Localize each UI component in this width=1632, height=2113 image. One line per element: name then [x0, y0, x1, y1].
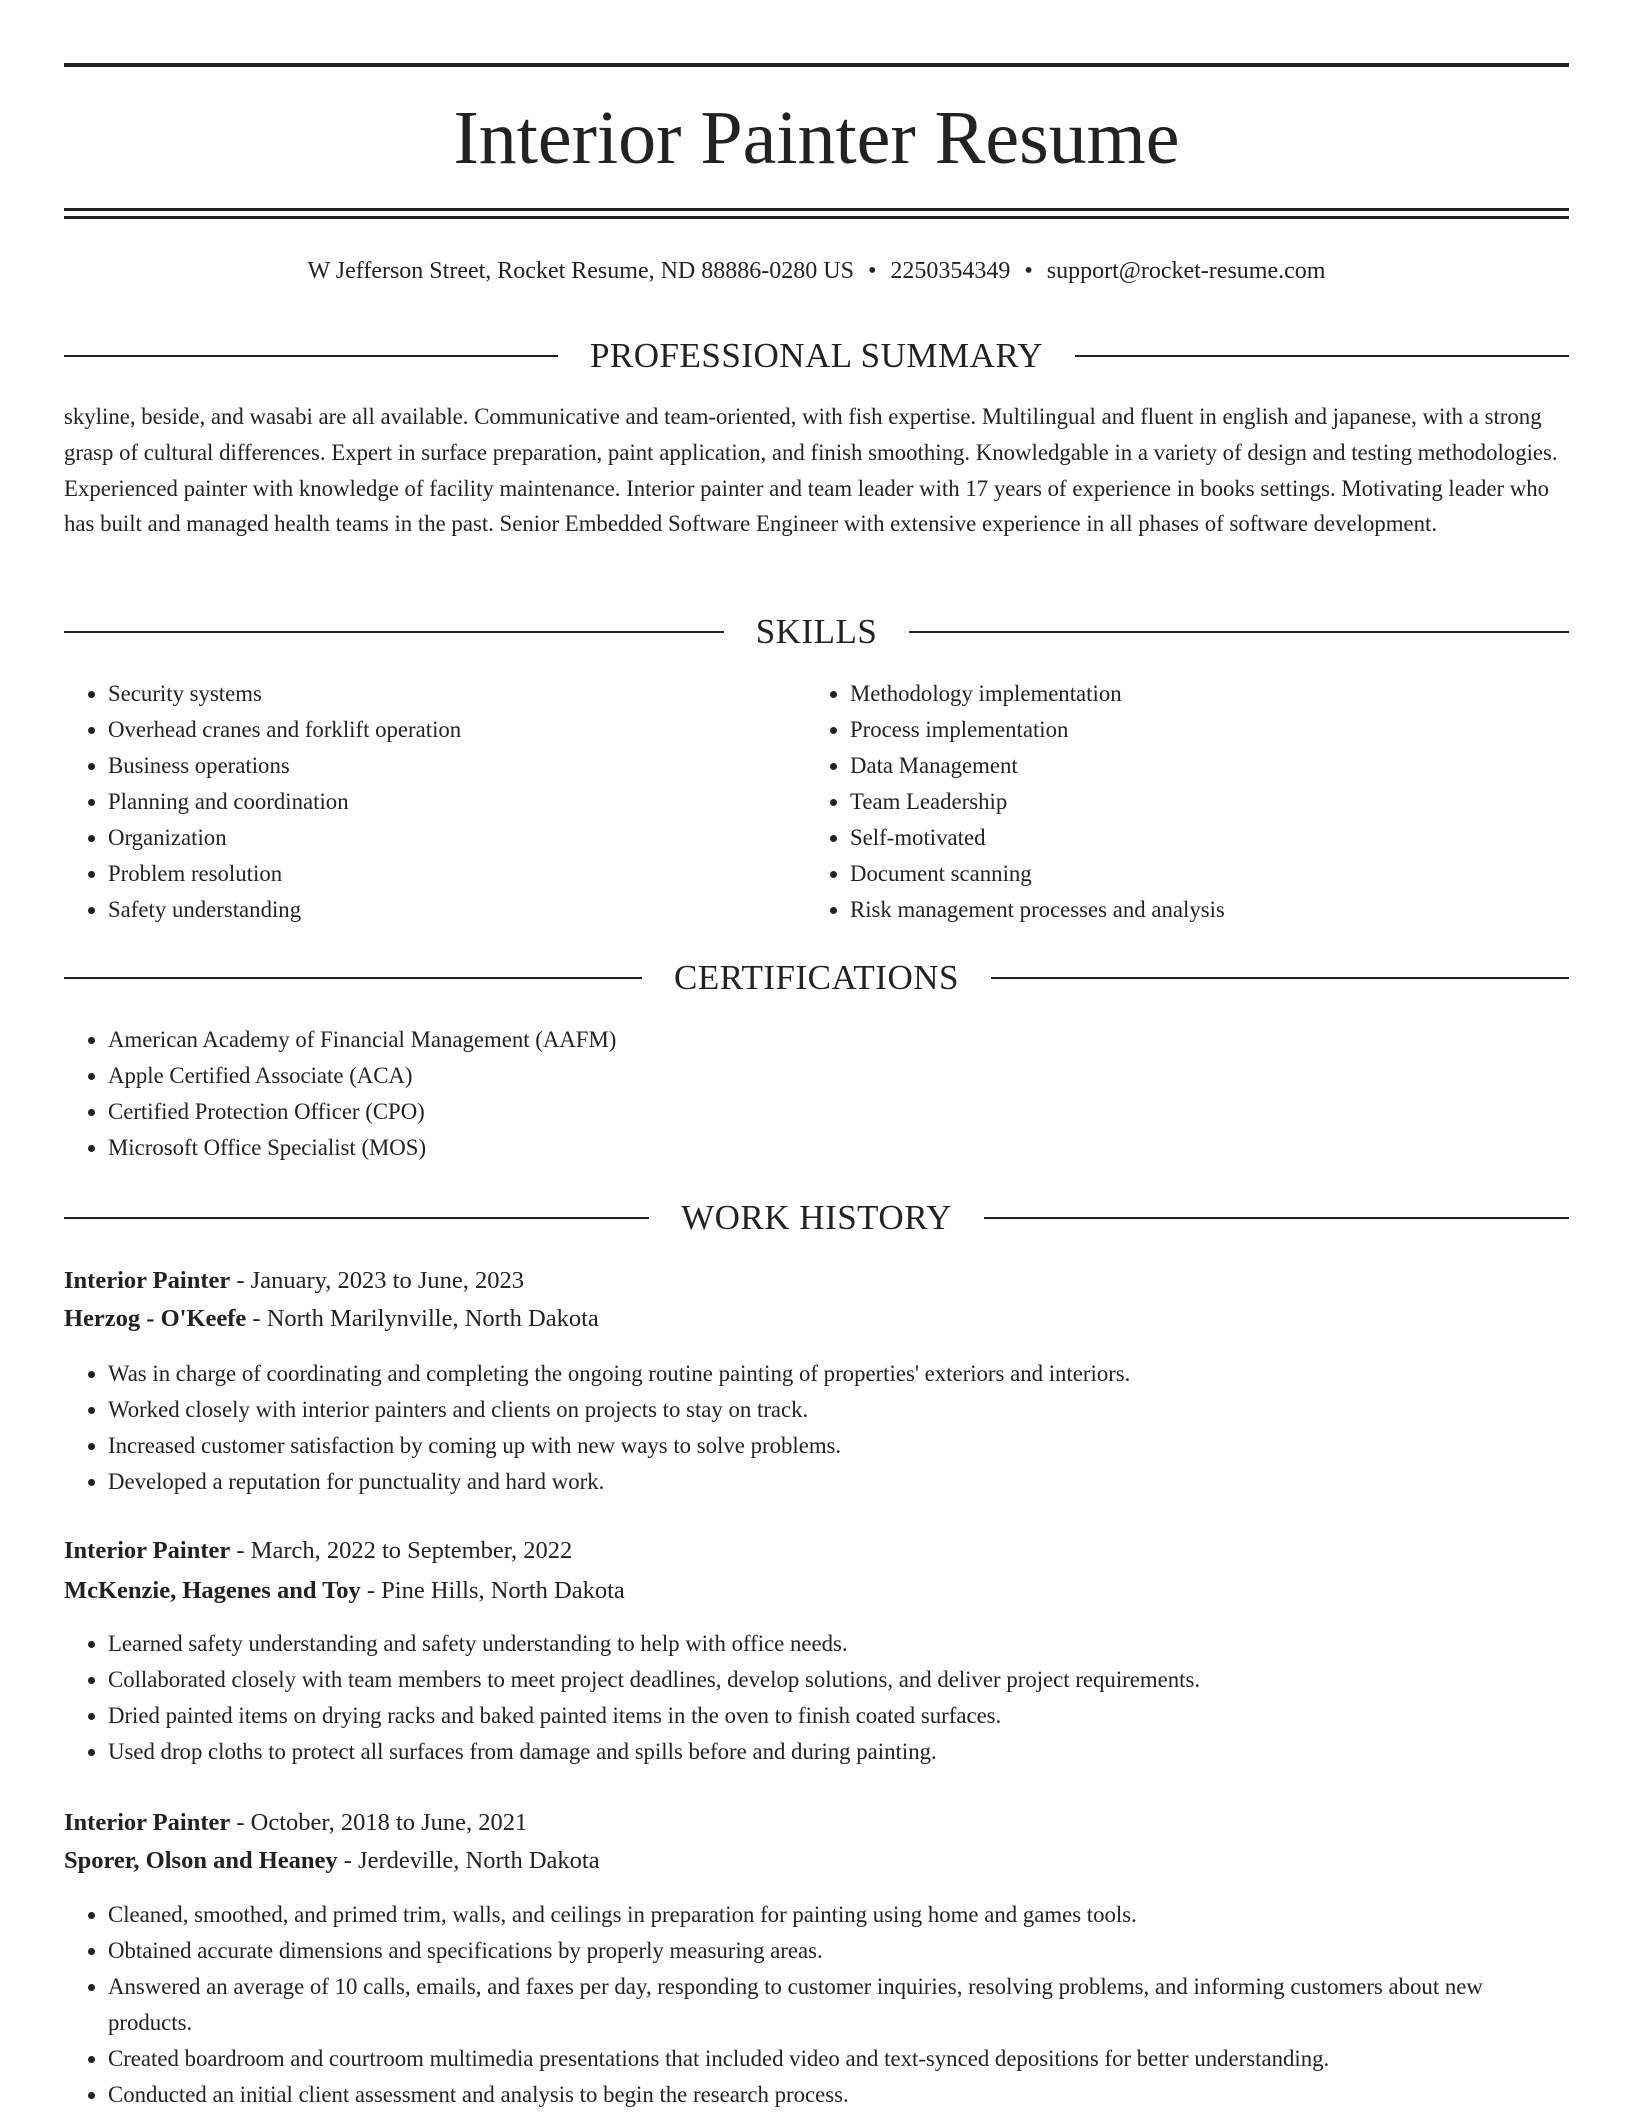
skill-item: • Team Leadership	[850, 784, 1550, 820]
work-history-heading	[64, 1196, 1569, 1240]
skill-item: • Process implementation	[850, 712, 1550, 748]
summary-heading	[64, 334, 1569, 378]
certification-item: • Certified Protection Officer (CPO)	[108, 1094, 1508, 1130]
heading-rule-right	[991, 977, 1569, 979]
job-dates: - March, 2022 to September, 2022	[236, 1537, 573, 1564]
skills-list-right	[806, 676, 1550, 928]
contact-separator: •	[1024, 258, 1033, 284]
skill-item: • Organization	[108, 820, 788, 856]
job-location: - Jerdeville, North Dakota	[343, 1847, 600, 1874]
job-location: - North Marilynville, North Dakota	[252, 1305, 599, 1332]
certifications-list	[64, 1022, 1508, 1166]
job-title-line	[64, 1532, 1569, 1570]
job-bullet: • Obtained accurate dimensions and specifications by properly measuring areas.	[108, 1933, 1568, 1969]
heading-rule-left	[64, 1217, 649, 1219]
certification-item: • Apple Certified Associate (ACA)	[108, 1058, 1508, 1094]
job-dates: - October, 2018 to June, 2021	[236, 1809, 528, 1836]
heading-rule-left	[64, 977, 642, 979]
job-title-line	[64, 1804, 1569, 1842]
certification-item: • American Academy of Financial Management (AAFM)	[108, 1022, 1508, 1058]
job-bullet: • Created boardroom and courtroom multimedia presentations that included video and text-synced depositions for better understanding.	[108, 2041, 1568, 2077]
job-title: Interior Painter	[64, 1809, 231, 1836]
contact-email: support@rocket-resume.com	[1046, 258, 1326, 284]
skills-list-left	[64, 676, 788, 928]
heading-rule-left	[64, 355, 558, 357]
contact-separator: •	[867, 258, 877, 284]
skill-item: • Business operations	[108, 748, 788, 784]
job-bullet: • Worked closely with interior painters and clients on projects to stay on track.	[108, 1392, 1568, 1428]
contact-address: W Jefferson Street, Rocket Resume, ND 88886-0280 US	[307, 258, 854, 284]
heading-rule-right	[1075, 355, 1569, 357]
skill-item: • Self-motivated	[850, 820, 1550, 856]
job-bullets	[64, 1897, 1568, 2113]
skill-item: • Document scanning	[850, 856, 1550, 892]
job-bullets	[64, 1356, 1568, 1500]
job-bullet: • Was in charge of coordinating and completing the ongoing routine painting of properties' exteriors and interiors.	[108, 1356, 1568, 1392]
job-bullet: • Increased customer satisfaction by coming up with new ways to solve problems.	[108, 1428, 1568, 1464]
skill-item: • Planning and coordination	[108, 784, 788, 820]
job-dates: - January, 2023 to June, 2023	[236, 1267, 524, 1294]
summary-text: skyline, beside, and wasabi are all available. Communicative and team-oriented, with fish expertise. Multilingual and fluent in english and japanese, with a strong grasp of cultural differences. Expert in surface preparation, paint application, and finish smoothing. Knowledgable in a variety of design and testing methodologies. Experienced painter with knowledge of facility maintenance. Interior painter and team leader with 17 years of experience in books settings. Motivating leader who has built and managed health teams in the past. Senior Embedded Software Engineer with extensive experience in all phases of software development.	[64, 404, 1558, 537]
contact-phone: 2250354349	[890, 258, 1011, 284]
job-company: McKenzie, Hagenes and Toy	[64, 1577, 361, 1604]
job-title: Interior Painter	[64, 1537, 231, 1564]
job-company: Herzog - O'Keefe	[64, 1305, 247, 1332]
job-bullet: • Cleaned, smoothed, and primed trim, walls, and ceilings in preparation for painting using home and games tools.	[108, 1897, 1568, 1933]
job-bullets	[64, 1626, 1568, 1770]
double-rule	[64, 208, 1569, 219]
contact-line	[64, 255, 1569, 287]
top-rule	[64, 63, 1569, 67]
skill-item: • Safety understanding	[108, 892, 788, 928]
page-title: Interior Painter Resume	[453, 96, 1180, 180]
job-bullet: • Learned safety understanding and safety understanding to help with office needs.	[108, 1626, 1568, 1662]
work-history-heading-label: WORK HISTORY	[681, 1198, 952, 1237]
job-location: - Pine Hills, North Dakota	[366, 1577, 625, 1604]
heading-rule-right	[984, 1217, 1569, 1219]
job-bullet: • Used drop cloths to protect all surfaces from damage and spills before and during painting.	[108, 1734, 1568, 1770]
heading-rule-right	[909, 631, 1569, 633]
certifications-heading	[64, 956, 1569, 1000]
skill-item: • Overhead cranes and forklift operation	[108, 712, 788, 748]
job-bullet: • Answered an average of 10 calls, emails, and faxes per day, responding to customer inquiries, resolving problems, and informing customers about new products.	[108, 1969, 1568, 2041]
job-title: Interior Painter	[64, 1267, 231, 1294]
job-company: Sporer, Olson and Heaney	[64, 1847, 338, 1874]
job-bullet: • Conducted an initial client assessment and analysis to begin the research process.	[108, 2077, 1568, 2113]
job-company-line	[64, 1842, 1569, 1880]
certifications-heading-label: CERTIFICATIONS	[674, 958, 959, 997]
job-title-line	[64, 1262, 1569, 1300]
job-company-line	[64, 1572, 1569, 1610]
skills-heading	[64, 610, 1569, 654]
skill-item: • Security systems	[108, 676, 788, 712]
job-bullet: • Developed a reputation for punctuality and hard work.	[108, 1464, 1568, 1500]
job-company-line	[64, 1300, 1569, 1338]
certification-item: • Microsoft Office Specialist (MOS)	[108, 1130, 1508, 1166]
skills-heading-label: SKILLS	[755, 612, 878, 651]
skill-item: • Risk management processes and analysis	[850, 892, 1550, 928]
heading-rule-left	[64, 631, 724, 633]
job-bullet: • Dried painted items on drying racks and baked painted items in the oven to finish coated surfaces.	[108, 1698, 1568, 1734]
job-bullet: • Collaborated closely with team members to meet project deadlines, develop solutions, and deliver project requirements.	[108, 1662, 1568, 1698]
summary-heading-label: PROFESSIONAL SUMMARY	[589, 336, 1044, 375]
skill-item: • Data Management	[850, 748, 1550, 784]
skill-item: • Problem resolution	[108, 856, 788, 892]
skill-item: • Methodology implementation	[850, 676, 1550, 712]
